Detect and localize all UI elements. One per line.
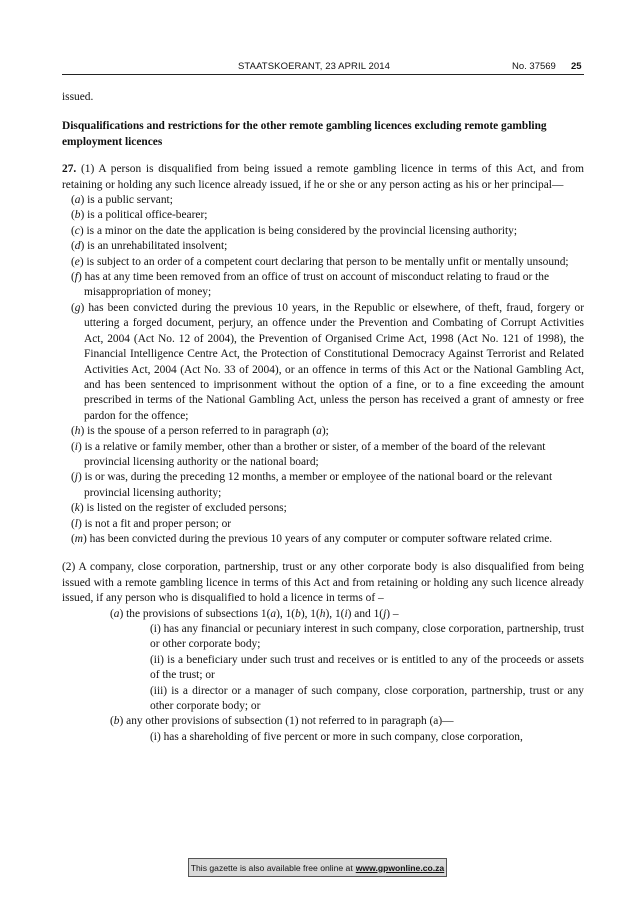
paragraph-b-line: (b) any other provisions of subsection (1) not referred to in paragraph (a)—	[110, 715, 454, 728]
item-text: is listed on the register of excluded persons;	[83, 502, 287, 515]
item-label: (a)	[71, 194, 85, 207]
item-text: is not a fit and proper person; or	[81, 517, 232, 530]
item-label: (h)	[71, 425, 85, 438]
item-l	[62, 517, 584, 532]
paragraph-a-items	[62, 622, 584, 714]
item-b	[62, 208, 584, 223]
item-label: (g)	[71, 301, 85, 314]
item-text: is a relative or family member, other than a brother or sister, of a member of the board of the relevant provincial licensing authority or the national board;	[81, 440, 546, 468]
section-27-intro	[62, 162, 584, 193]
item-text: is an unrehabilitated insolvent;	[84, 240, 228, 253]
footer-link[interactable]: www.gpwonline.co.za	[355, 862, 445, 873]
subsection-1-list	[62, 193, 584, 547]
roman-item: (i) has a shareholding of five percent or more in such company, close corporation,	[150, 730, 523, 743]
item-m	[62, 532, 584, 547]
item-label: (b)	[71, 209, 85, 222]
item-text: has been convicted during the previous 10 years of any computer or computer software related crime.	[86, 532, 553, 545]
continuation-line: issued.	[62, 91, 94, 103]
roman-item: (i) has any financial or pecuniary interest in such company, close corporation, partnership, trust or other corporate body;	[150, 623, 584, 651]
roman-item: (iii) is a director or a manager of such company, close corporation, partnership, trust or any other corporate body; or	[150, 684, 584, 713]
paragraph-a-line: (a) the provisions of subsections 1(a), 1(b), 1(h), 1(i) and 1(j) –	[110, 607, 399, 620]
item-label: (e)	[71, 255, 84, 268]
item-f	[62, 270, 584, 301]
footer-text: This gazette is also available free online at	[190, 862, 353, 873]
item-text: is a political office-bearer;	[84, 209, 208, 222]
item-text: is subject to an order of a competent court declaring that person to be mentally unfit or mentally unsound;	[83, 255, 569, 268]
item-text: is or was, during the preceding 12 months, a member or employee of the national board or the relevant provincial licensing authority;	[81, 471, 553, 499]
item-text: has at any time been removed from an office of trust on account of misconduct relating to fraud or the misappropriation of money;	[81, 271, 550, 299]
page-header	[0, 55, 638, 75]
section-intro-text: (1) A person is disqualified from being issued a remote gambling licence in terms of this Act, and from retaining or holding any such licence already issued, if he or she or any person acting as his or her principal—	[62, 163, 584, 191]
item-e	[62, 255, 584, 270]
item-label: (k)	[71, 502, 84, 515]
gazette-footer	[188, 858, 447, 877]
item-c	[62, 224, 584, 239]
gazette-number: No. 37569	[512, 61, 556, 72]
document-body	[62, 90, 584, 745]
subsection-2-intro: (2) A company, close corporation, partnership, trust or any other corporate body is also disqualified from being issued with a remote gambling licence in terms of this Act and from retaining or holding any such licence already issued, if any person who is disqualified to hold a licence in terms of –	[62, 561, 584, 605]
roman-item: (ii) is a beneficiary under such trust and receives or is entitled to any of the proceeds or assets of the trust; or	[150, 653, 584, 682]
item-label: (f)	[71, 271, 82, 284]
item-label: (i)	[71, 440, 82, 453]
paragraph-b-items	[62, 730, 584, 745]
item-h	[62, 424, 584, 439]
section-heading: Disqualifications and restrictions for the other remote gambling licences excluding remote gambling employment licences	[62, 120, 547, 148]
gazette-title: STAATSKOERANT, 23 APRIL 2014	[238, 61, 391, 72]
item-j	[62, 470, 584, 501]
item-d	[62, 239, 584, 254]
item-label: (c)	[71, 224, 84, 237]
page-number: 25	[571, 61, 582, 72]
item-label: (d)	[71, 240, 85, 253]
item-text: has been convicted during the previous 10 years, in the Republic or elsewhere, of theft, fraud, forgery or uttering a forged document, perjury, an offence under the Prevention and Combating of Corrupt Activities Act, 2004 (Act No. 12 of 2004), the Prevention of Organised Crime Act, 1998 (Act No. 121 of 1998), the Financial Intelligence Centre Act, the Protection of Constitutional Democracy Against Terrorist and Related Activities Act, 2004 (Act No. 33 of 2004), or an offence in terms of this Act or the National Gambling Act, and has been sentenced to imprisonment without the option of a fine, or to a fine exceeding the amount prescribed in terms of the National Gambling Act, unless the person has received a grant of amnesty or free pardon for the offence;	[84, 301, 584, 422]
item-i	[62, 440, 584, 471]
header-rule	[62, 74, 584, 75]
item-text: is a public servant;	[84, 194, 173, 207]
item-text: is the spouse of a person referred to in paragraph (a);	[84, 425, 329, 438]
item-g	[62, 301, 584, 424]
item-k	[62, 501, 584, 516]
item-label: (m)	[71, 532, 87, 545]
item-label: (l)	[71, 517, 82, 530]
section-number: 27.	[62, 163, 77, 176]
item-text: is a minor on the date the application is being considered by the provincial licensing authority;	[83, 224, 518, 237]
item-label: (j)	[71, 471, 82, 484]
item-a	[62, 193, 584, 208]
